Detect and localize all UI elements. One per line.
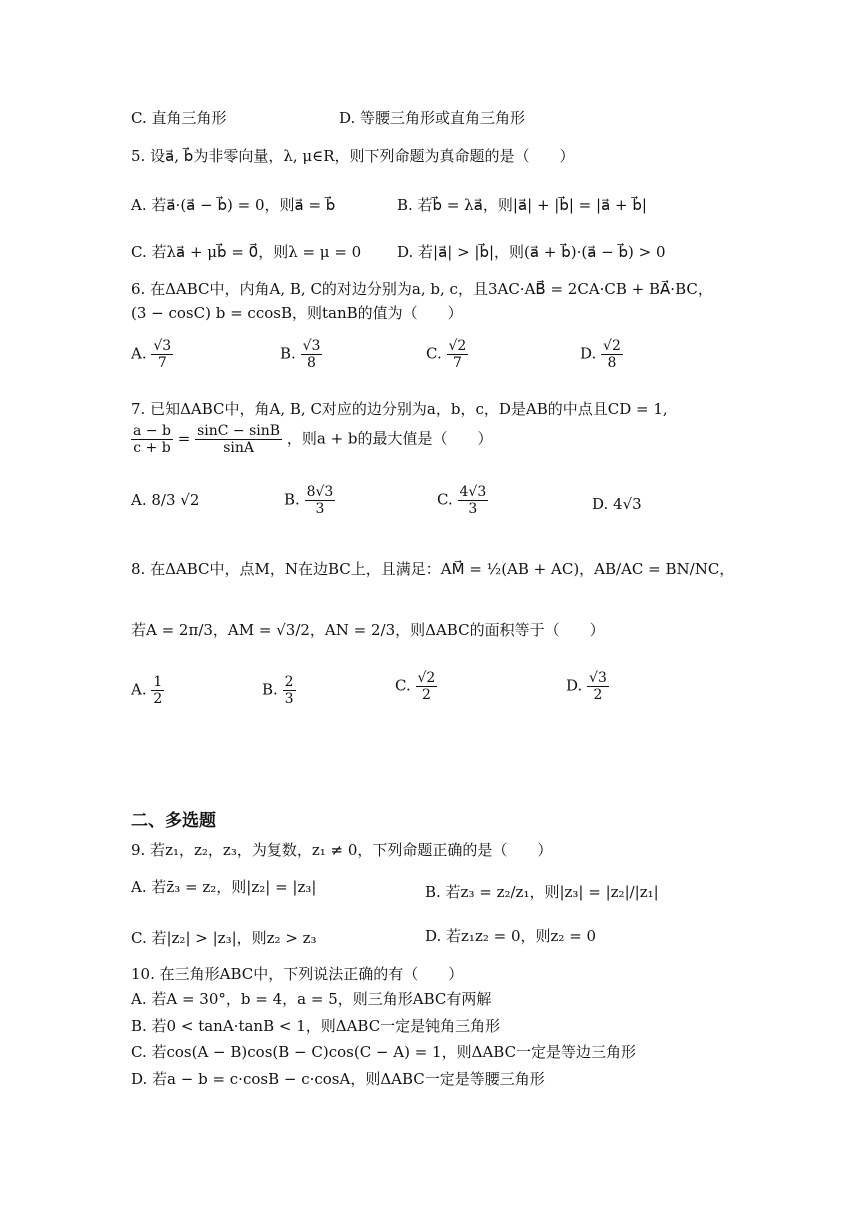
q8-option-b-label: B.	[262, 680, 278, 699]
q6-option-b-fraction	[301, 338, 323, 371]
numerator: 8√3	[306, 484, 334, 500]
q7-option-a-value: 8/3 √2	[151, 491, 200, 509]
q8-option-c-fraction	[416, 670, 438, 703]
denominator: 8	[307, 355, 316, 371]
numerator: √3	[589, 670, 607, 686]
numerator: 2	[284, 674, 294, 690]
denominator: 3	[284, 691, 294, 707]
q7-option-a-label: A.	[131, 491, 147, 509]
q8-option-b-fraction	[283, 674, 296, 707]
q6-option-a-fraction	[151, 338, 173, 371]
q7-option-c	[437, 484, 488, 517]
q6-option-d-fraction	[601, 338, 623, 371]
section-heading-multiple-choice: 二、多选题	[131, 811, 216, 831]
q8-stem-line2: 若A = 2π/3，AM = √3/2，AN = 2/3，则ΔABC的面积等于（ ）	[131, 621, 605, 639]
q7-option-c-fraction	[458, 484, 489, 517]
q9-stem: 9. 若z₁，z₂，z₃，为复数，z₁ ≠ 0，下列命题正确的是（ ）	[131, 841, 553, 859]
numerator: 4√3	[459, 484, 487, 500]
denominator: 3	[315, 501, 325, 517]
q8-stem-line1: 8. 在ΔABC中，点M，N在边BC上，且满足：AM⃗ = ½(AB + AC)，AB/AC = BN/NC，	[131, 560, 735, 578]
q8-option-c-label: C.	[395, 676, 411, 695]
q6-option-b-label: B.	[280, 344, 296, 363]
q9-option-c: C. 若|z₂| > |z₃|，则z₂ > z₃	[131, 929, 317, 947]
denominator: 2	[421, 687, 431, 703]
q6-stem-line1: 6. 在ΔABC中，内角A, B, C的对边分别为a, b, c，且3AC·AB⃗ = 2CA·CB + BA⃗·BC，	[131, 280, 713, 298]
q8-option-d-label: D.	[566, 676, 583, 695]
q9-option-b: B. 若z₃ = z₂/z₁，则|z₃| = |z₂|/|z₁|	[425, 883, 659, 901]
q8-option-d	[566, 670, 609, 703]
denominator: 2	[153, 691, 163, 707]
numerator: 1	[153, 674, 163, 690]
q10-stem: 10. 在三角形ABC中，下列说法正确的有（ ）	[131, 965, 464, 983]
q8-option-a-label: A.	[131, 680, 147, 699]
q6-option-b	[280, 338, 322, 371]
denominator: 7	[157, 355, 167, 371]
q8-option-b	[262, 674, 296, 707]
q7-fraction-right	[195, 423, 282, 456]
q5-option-a: A. 若a⃗·(a⃗ − b⃗) = 0，则a⃗ = b⃗	[131, 196, 336, 214]
q7-stem-tail: ，则a + b的最大值是（ ）	[286, 429, 493, 448]
numerator: √3	[302, 338, 321, 354]
numerator: √2	[417, 670, 436, 686]
numerator: √3	[153, 338, 172, 354]
q7-option-c-label: C.	[437, 490, 453, 509]
denominator: sinA	[223, 440, 254, 456]
q6-option-a-label: A.	[131, 344, 147, 363]
q6-option-a	[131, 338, 173, 371]
q10-option-b: B. 若0 < tanA·tanB < 1，则ΔABC一定是钝角三角形	[131, 1017, 501, 1035]
q10-option-c: C. 若cos(A − B)cos(B − C)cos(C − A) = 1，则ΔABC一定是等边三角形	[131, 1043, 637, 1061]
q7-option-d-value: 4√3	[613, 495, 642, 513]
q10-option-a: A. 若A = 30°，b = 4，a = 5，则三角形ABC有两解	[131, 990, 492, 1008]
q6-option-d-label: D.	[580, 344, 597, 363]
q8-option-d-fraction	[587, 670, 609, 703]
q8-option-a	[131, 674, 164, 707]
q7-option-b-fraction	[305, 484, 336, 517]
denominator: 7	[452, 355, 462, 371]
q5-option-d: D. 若|a⃗| > |b⃗|，则(a⃗ + b⃗)·(a⃗ − b⃗) > 0	[397, 243, 666, 261]
denominator: 8	[607, 355, 617, 371]
q6-stem-line2: (3 − cosC) b = ccosB，则tanB的值为（ ）	[131, 304, 463, 322]
q7-option-b	[284, 484, 335, 517]
q6-option-c-fraction	[447, 338, 469, 371]
numerator: sinC − sinB	[197, 423, 281, 439]
q7-option-d	[592, 494, 642, 514]
q5-option-c: C. 若λa⃗ + μb⃗ = 0⃗，则λ = μ = 0	[131, 243, 362, 261]
denominator: 3	[468, 501, 478, 517]
q8-option-a-fraction	[151, 674, 164, 707]
numerator: a − b	[133, 423, 171, 439]
numerator: √2	[603, 338, 621, 354]
q6-option-c	[426, 338, 468, 371]
q10-option-d: D. 若a − b = c·cosB − c·cosA，则ΔABC一定是等腰三角形	[131, 1070, 545, 1088]
q7-stem-line2	[131, 423, 493, 456]
q7-option-d-label: D.	[592, 495, 609, 513]
q4-option-d: D. 等腰三角形或直角三角形	[339, 109, 526, 127]
numerator: √2	[448, 338, 467, 354]
equals-sign: =	[177, 429, 191, 448]
q7-option-a	[131, 490, 199, 510]
q9-option-d: D. 若z₁z₂ = 0，则z₂ = 0	[425, 927, 597, 945]
q6-option-d	[580, 338, 623, 371]
q4-option-c: C. 直角三角形	[131, 109, 227, 127]
q5-option-b: B. 若b⃗ = λa⃗，则|a⃗| + |b⃗| = |a⃗ + b⃗|	[397, 196, 647, 214]
q7-fraction-left	[131, 423, 173, 456]
q6-option-c-label: C.	[426, 344, 442, 363]
q8-option-c	[395, 670, 437, 703]
q7-option-b-label: B.	[284, 490, 300, 509]
q5-stem: 5. 设a⃗, b⃗为非零向量，λ, μ∈R，则下列命题为真命题的是（ ）	[131, 147, 575, 165]
q7-stem-line1: 7. 已知ΔABC中，角A, B, C对应的边分别为a，b，c，D是AB的中点且CD = 1,	[131, 400, 668, 418]
q9-option-a: A. 若z̄₃ = z₂，则|z₂| = |z₃|	[131, 878, 317, 896]
denominator: 2	[593, 687, 603, 703]
denominator: c + b	[133, 440, 171, 456]
